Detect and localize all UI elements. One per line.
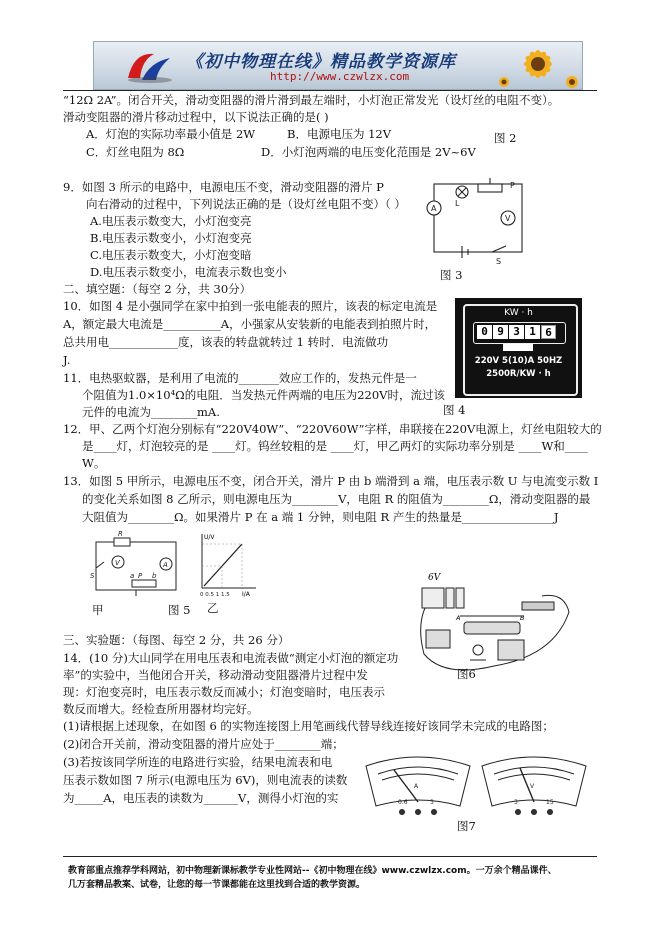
q11-line1: 11．电热驱蚊器，是利用了电流的_______效应工作的，发热元件是一	[63, 371, 417, 385]
logo-icon	[124, 48, 176, 84]
sunflower-icon	[494, 42, 582, 89]
q8-option-c: C．灯丝电阻为 8Ω	[86, 145, 185, 159]
q9-option-c: C.电压表示数变大，小灯泡变暗	[90, 248, 252, 262]
q11-line3: 元件的电流为________mA.	[82, 405, 220, 419]
svg-text:A: A	[163, 561, 168, 569]
svg-text:R: R	[118, 530, 123, 538]
figure-2-label: 图 2	[494, 131, 517, 145]
svg-text:S: S	[496, 257, 502, 264]
svg-text:S: S	[90, 572, 95, 580]
figure-5-graph	[192, 530, 260, 600]
svg-text:P: P	[510, 181, 515, 190]
q14-line1: 14．(10 分)大山同学在用电压表和电流表做“测定小灯泡的额定功	[63, 651, 399, 665]
meter-digit: 3	[509, 325, 524, 339]
figure-5-label: 图 5	[168, 603, 191, 617]
q12-line1: 12．甲、乙两个灯泡分别标有“220V40W”、“220V60W”字样，串联接在220V电源上，灯丝电阻较大的	[63, 422, 602, 436]
meter-spec: 220V 5(10)A 50HZ	[474, 356, 563, 366]
svg-text:P: P	[138, 572, 143, 580]
q9-line1: 9．如图 3 所示的电路中，电源电压不变，滑动变阻器的滑片 P	[63, 180, 384, 194]
svg-text:0.6: 0.6	[398, 799, 408, 806]
q10-line3: 总共用电____________度，该表的转盘就转过 1 转时．电流做功	[63, 335, 389, 349]
meter-rate: 2500R/KW · h	[486, 369, 551, 379]
figure-7-label: 图7	[457, 819, 476, 833]
footer-line1: 教育部重点推荐学科网站，初中物理新课标教学专业性网站--《初中物理在线》www.czwlzx.com。一万余个精品课件、	[68, 866, 557, 876]
section-2-heading: 二、填空题：（每空 2 分，共 30分）	[63, 282, 252, 296]
q14-line9: 为_____A，电压表的读数为______V，测得小灯泡的实	[63, 791, 339, 805]
svg-text:0 0.5 1 1.5: 0 0.5 1 1.5	[200, 592, 230, 598]
svg-text:V: V	[505, 214, 511, 223]
q8-option-a: A．灯泡的实际功率最小值是 2W	[86, 127, 256, 141]
svg-text:A: A	[414, 783, 419, 790]
meter-disc-window	[503, 344, 533, 351]
q9-line2: 向右滑动的过程中，下列说法正确的是（设灯丝电阻不变）（ ）	[86, 197, 406, 211]
q14-line5: (1)请根据上述现象，在如图 6 的实物连接图上用笔画线代替导线连接好该同学未完成的电路图；	[63, 719, 554, 733]
svg-text:b: b	[152, 572, 157, 580]
q14-line8: 压表示数如图 7 所示(电源电压为 6V)，则电流表的读数	[63, 773, 348, 787]
q13-line2: 的变化关系如图 8 乙所示，则电源电压为________V，电阻 R 的阻值为________Ω，滑动变阻器的最	[82, 492, 591, 506]
figure-6-label: 图6	[457, 667, 476, 681]
q8-line1: “12Ω 2A”。闭合开关，滑动变阻器的滑片滑到最左端时，小灯泡正常发光（设灯丝的电阻不变）。	[63, 93, 560, 107]
q14-line2: 率”的实验中，当他闭合开关，移动滑动变阻器滑片过程中发	[63, 668, 368, 682]
svg-text:A: A	[431, 204, 437, 213]
figure-4-label: 图 4	[443, 403, 466, 417]
figure-5-circuit	[90, 528, 182, 600]
svg-text:L: L	[455, 199, 460, 208]
q8-line2: 滑动变阻器的滑片移动过程中，以下说法正确的是( )	[63, 110, 329, 124]
meter-digit: 1	[525, 325, 540, 339]
svg-text:B: B	[520, 614, 525, 622]
svg-text:3: 3	[514, 799, 518, 806]
banner-title: 《初中物理在线》精品教学资源库	[186, 52, 456, 72]
q9-option-b: B.电压表示数变小，小灯泡变亮	[90, 231, 252, 245]
figure-7-meters	[362, 750, 590, 820]
figure-6-apparatus	[404, 566, 576, 684]
q10-line1: 10．如图 4 是小强同学在家中拍到一张电能表的照片，该表的标定电流是	[63, 299, 438, 313]
graph-axis-u: U/V	[204, 534, 215, 541]
q14-line3: 现：灯泡变亮时，电压表示数反而减小；灯泡变暗时，电压表示	[63, 685, 385, 699]
figure-3-label: 图 3	[440, 268, 463, 282]
figure-6-voltage: 6V	[428, 573, 441, 583]
figure-5-yi: 乙	[207, 601, 219, 615]
svg-text:15: 15	[546, 799, 554, 806]
svg-text:A: A	[456, 614, 461, 622]
header-rule	[63, 90, 597, 91]
q9-option-a: A.电压表示数变大，小灯泡变亮	[90, 214, 252, 228]
q9-option-d: D.电压表示数变小，电流表示数也变小	[90, 265, 287, 279]
q14-line6: (2)闭合开关前，滑动变阻器的滑片应处于________端；	[63, 737, 344, 751]
svg-text:V: V	[530, 783, 535, 790]
svg-text:V: V	[115, 559, 120, 567]
meter-digits	[477, 325, 556, 339]
meter-digit: 9	[493, 325, 508, 339]
q12-line3: W。	[82, 456, 106, 470]
svg-text:a: a	[130, 572, 135, 580]
q13-line1: 13．如图 5 甲所示，电源电压不变，闭合开关，滑片 P 由 b 端滑到 a 端，电压表示数 U 与电流变示数 I	[63, 474, 599, 488]
q14-line7: (3)若按该同学所连的电路进行实验，结果电流表和电	[63, 755, 333, 769]
q8-option-b: B．电源电压为 12V	[287, 127, 392, 141]
banner-url: http://www.czwlzx.com	[270, 70, 410, 83]
q14-line4: 数反而增大。经检查所用器材均完好。	[63, 702, 259, 716]
q13-line3: 大阻值为________Ω。如果滑片 P 在 a 端 1 分钟，则电阻 R 产生的热量是________________J	[82, 510, 559, 524]
svg-text:3: 3	[430, 799, 434, 806]
meter-unit: KW · h	[504, 308, 533, 318]
meter-digit: 0	[477, 325, 492, 339]
q12-line2: 是____灯，灯泡较亮的是 ____灯。钨丝较粗的是 ____灯，甲乙两灯的实际功率分别是 ____W和____	[82, 439, 588, 453]
footer-rule	[63, 856, 597, 857]
meter-digit: 6	[541, 325, 556, 339]
figure-3-circuit	[422, 176, 532, 264]
q10-line2: A，额定最大电流是__________A，小强家从安装新的电能表到拍照片时，	[63, 317, 437, 331]
header-banner	[93, 41, 583, 90]
figure-5-jia: 甲	[92, 603, 104, 617]
footer-line2: 几万套精品教案、试卷，让您的每一节课都能在这里找到合适的教学资源。	[68, 880, 366, 890]
section-3-heading: 三、实验题：（每图、每空 2 分，共 26 分）	[63, 633, 290, 647]
q11-line2: 个阻值为1.0×10⁴Ω的电阻．当发热元件两端的电压为220V时，流过该	[82, 388, 445, 402]
q8-option-d: D．小灯泡两端的电压变化范围是 2V~6V	[261, 145, 476, 159]
q10-line4: J.	[63, 353, 71, 367]
figure-4-meter	[455, 298, 582, 398]
graph-axis-i: I/A	[242, 591, 250, 598]
